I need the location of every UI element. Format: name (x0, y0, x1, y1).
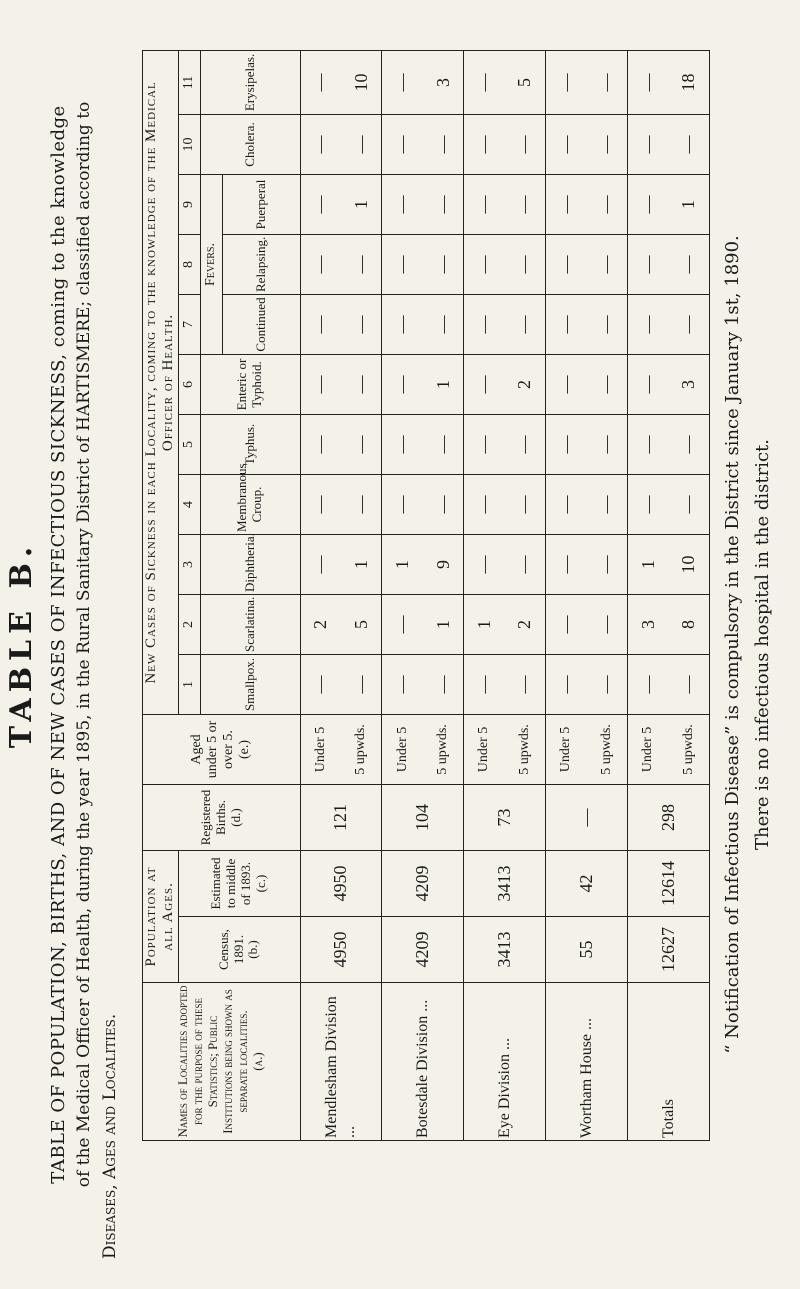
header-localities-tag: (a.) (250, 1052, 266, 1071)
case-count-over: 3 (668, 355, 709, 415)
case-count-under: — (546, 415, 587, 475)
table-row-under (546, 50, 587, 1140)
case-count-over: 10 (341, 50, 382, 114)
case-count-under: — (300, 175, 341, 235)
case-count-over: 10 (668, 535, 709, 595)
case-count-over: — (505, 535, 546, 595)
case-count-over: — (668, 115, 709, 175)
case-count-under: — (382, 50, 423, 114)
case-count-over: — (423, 475, 464, 535)
case-count-under: — (300, 235, 341, 295)
disease-name-9: Puerperal (222, 175, 300, 235)
case-count-over: — (505, 655, 546, 715)
case-count-under: — (382, 355, 423, 415)
disease-number-10: 10 (178, 115, 200, 175)
case-count-under: — (546, 50, 587, 114)
disease-number-1: 1 (178, 655, 200, 715)
header-births-tag: (d.) (227, 808, 243, 827)
case-count-under: — (464, 50, 505, 114)
case-count-under: — (628, 355, 669, 415)
case-count-under: — (382, 475, 423, 535)
case-count-under: 3 (628, 595, 669, 655)
births-value: 73 (464, 785, 546, 851)
census-value: 55 (546, 917, 628, 983)
case-count-under: — (628, 50, 669, 114)
case-count-under: — (464, 655, 505, 715)
case-count-under: — (382, 235, 423, 295)
case-count-over: 2 (505, 355, 546, 415)
case-count-over: — (505, 295, 546, 355)
case-count-over: 8 (668, 595, 709, 655)
age-under-label: Under 5 (300, 715, 341, 785)
table-head (143, 50, 301, 1140)
header-births (143, 785, 301, 851)
case-count-over: — (505, 175, 546, 235)
case-count-over: — (587, 535, 628, 595)
case-count-under: — (546, 595, 587, 655)
case-count-under: — (300, 475, 341, 535)
header-row-1 (143, 50, 179, 1140)
heading-line-3-text: Diseases, Ages and Localities. (100, 1013, 120, 1259)
births-value: — (546, 785, 628, 851)
header-population (143, 851, 179, 983)
case-count-under: — (628, 175, 669, 235)
case-count-under: — (546, 655, 587, 715)
locality-name: Wortham House ... (546, 983, 628, 1141)
case-count-under: — (628, 475, 669, 535)
census-value: 4950 (300, 917, 382, 983)
case-count-under: — (300, 415, 341, 475)
heading-line-2: of the Medical Officer of Health, during the year 1895, in the Rural Sanitary District of HARTISMERE; classified according to (74, 101, 94, 1188)
disease-number-8: 8 (178, 235, 200, 295)
age-under-label: Under 5 (382, 715, 423, 785)
header-fevers: Fevers. (200, 175, 222, 355)
header-row-2 (178, 50, 200, 1140)
locality-name: Eye Division ... (464, 983, 546, 1141)
case-count-under: — (300, 535, 341, 595)
case-count-under: — (546, 475, 587, 535)
case-count-under: — (382, 415, 423, 475)
table-title: TABLE B. (4, 540, 39, 749)
case-count-over: — (341, 655, 382, 715)
case-count-over: 18 (668, 50, 709, 114)
header-aged (143, 715, 301, 785)
case-count-under: — (546, 535, 587, 595)
header-census-label: Census, 1891. (215, 929, 246, 970)
footnote-notification: “ Notification of Infectious Disease” is compulsory in the District since January 1st, 1890. (722, 235, 743, 1054)
estimated-value: 4209 (382, 851, 464, 917)
case-count-over: — (587, 475, 628, 535)
case-count-over: — (341, 295, 382, 355)
case-count-under: — (464, 415, 505, 475)
census-value: 3413 (464, 917, 546, 983)
census-value: 4209 (382, 917, 464, 983)
disease-name-4: Membranous Croup. (200, 475, 300, 535)
disease-number-4: 4 (178, 475, 200, 535)
case-count-over: — (341, 355, 382, 415)
disease-name-7: Continued (222, 295, 300, 355)
case-count-over: 9 (423, 535, 464, 595)
case-count-over: 5 (505, 50, 546, 114)
case-count-over: — (341, 475, 382, 535)
heading-line-1: TABLE OF POPULATION, BIRTHS, AND OF NEW CASES OF INFECTIOUS SICKNESS, coming to the knowledge (48, 105, 69, 1184)
disease-number-5: 5 (178, 415, 200, 475)
case-count-over: — (587, 50, 628, 114)
births-value: 121 (300, 785, 382, 851)
disease-name-3: Diphtheria. (200, 535, 300, 595)
case-count-under: — (382, 115, 423, 175)
case-count-over: — (587, 595, 628, 655)
statistics-table (142, 50, 710, 1141)
case-count-over: 1 (423, 355, 464, 415)
disease-name-11: Erysipelas. (200, 50, 300, 114)
case-count-under: — (628, 415, 669, 475)
case-count-over: 3 (423, 50, 464, 114)
case-count-over: — (668, 475, 709, 535)
case-count-under: — (300, 50, 341, 114)
case-count-over: — (587, 115, 628, 175)
case-count-under: — (628, 115, 669, 175)
case-count-under: — (546, 235, 587, 295)
case-count-over: — (587, 355, 628, 415)
case-count-under: — (300, 655, 341, 715)
disease-number-11: 11 (178, 50, 200, 114)
case-count-under: — (546, 175, 587, 235)
age-under-label: Under 5 (546, 715, 587, 785)
estimated-value: 42 (546, 851, 628, 917)
header-census-tag: (b.) (245, 940, 261, 959)
table-row-under (628, 50, 669, 1140)
case-count-under: — (300, 295, 341, 355)
case-count-under: — (628, 235, 669, 295)
case-count-under: — (382, 655, 423, 715)
age-over-label: 5 upwds. (341, 715, 382, 785)
footnote-hospital: There is no infectious hospital in the district. (752, 438, 773, 851)
header-estimated (178, 851, 300, 917)
locality-name: Mendlesham Division ... (300, 983, 382, 1141)
disease-name-2: Scarlatina. (200, 595, 300, 655)
disease-name-5: Typhus. (200, 415, 300, 475)
case-count-over: 1 (341, 535, 382, 595)
header-estimated-tag: (c.) (252, 874, 268, 893)
header-population-label: Population at all Ages. (143, 866, 177, 967)
case-count-under: — (546, 115, 587, 175)
case-count-over: — (587, 655, 628, 715)
case-count-over: — (505, 415, 546, 475)
case-count-over: — (341, 115, 382, 175)
case-count-over: — (587, 175, 628, 235)
age-over-label: 5 upwds. (587, 715, 628, 785)
age-over-label: 5 upwds. (423, 715, 464, 785)
case-count-under: — (546, 355, 587, 415)
births-value: 104 (382, 785, 464, 851)
age-under-label: Under 5 (464, 715, 505, 785)
case-count-under: — (464, 475, 505, 535)
case-count-under: — (300, 115, 341, 175)
case-count-under: 1 (382, 535, 423, 595)
locality-name: Totals (628, 983, 710, 1141)
case-count-over: — (587, 415, 628, 475)
table-row-under (382, 50, 423, 1140)
case-count-under: — (382, 295, 423, 355)
case-count-over: — (423, 655, 464, 715)
disease-name-10: Cholera. (200, 115, 300, 175)
case-count-over: — (505, 235, 546, 295)
case-count-over: — (505, 475, 546, 535)
case-count-under: — (464, 175, 505, 235)
estimated-value: 12614 (628, 851, 710, 917)
estimated-value: 4950 (300, 851, 382, 917)
case-count-under: — (628, 655, 669, 715)
age-over-label: 5 upwds. (505, 715, 546, 785)
header-aged-label: Aged under 5 or over 5. (189, 720, 237, 779)
case-count-under: — (464, 535, 505, 595)
disease-number-3: 3 (178, 535, 200, 595)
disease-number-2: 2 (178, 595, 200, 655)
case-count-over: — (423, 295, 464, 355)
case-count-over: 1 (423, 595, 464, 655)
age-over-label: 5 upwds. (668, 715, 709, 785)
case-count-under: — (464, 115, 505, 175)
disease-name-6: Enteric or Typhoid. (200, 355, 300, 415)
table-row-under (464, 50, 505, 1140)
case-count-under: — (546, 295, 587, 355)
case-count-under: 2 (300, 595, 341, 655)
estimated-value: 3413 (464, 851, 546, 917)
case-count-under: 1 (628, 535, 669, 595)
header-new-cases (143, 50, 179, 714)
case-count-over: — (587, 295, 628, 355)
table-body (300, 50, 710, 1140)
case-count-over: 1 (668, 175, 709, 235)
disease-number-9: 9 (178, 175, 200, 235)
case-count-under: — (464, 355, 505, 415)
header-births-label: Registered Births. (197, 789, 228, 846)
case-count-under: — (300, 355, 341, 415)
disease-name-1: Smallpox. (200, 655, 300, 715)
case-count-under: 1 (464, 595, 505, 655)
case-count-over: — (668, 235, 709, 295)
case-count-over: — (668, 295, 709, 355)
disease-name-8: Relapsing. (222, 235, 300, 295)
header-aged-tag: (e.) (237, 739, 253, 760)
case-count-under: — (628, 295, 669, 355)
heading-line-3 (100, 59, 120, 1259)
disease-number-6: 6 (178, 355, 200, 415)
table-row-under (300, 50, 341, 1140)
header-new-cases-label: New Cases of Sickness in each Locality, coming to the knowledge of the Medical Officer of Health. (143, 81, 177, 684)
case-count-over: 1 (341, 175, 382, 235)
case-count-over: — (668, 655, 709, 715)
case-count-over: — (587, 235, 628, 295)
header-localities (143, 983, 301, 1141)
header-localities-label: Names of Localities adopted for the purpose of these Statistics; Public Institutions being shown as separate localities. (175, 985, 251, 1138)
header-census (178, 917, 300, 983)
case-count-over: 2 (505, 595, 546, 655)
case-count-over: — (341, 415, 382, 475)
disease-number-7: 7 (178, 295, 200, 355)
census-value: 12627 (628, 917, 710, 983)
case-count-over: — (423, 415, 464, 475)
case-count-over: 5 (341, 595, 382, 655)
case-count-over: — (341, 235, 382, 295)
case-count-over: — (668, 415, 709, 475)
case-count-under: — (382, 595, 423, 655)
header-estimated-label: Estimated to middle of 1893. (208, 857, 253, 910)
case-count-over: — (423, 175, 464, 235)
case-count-under: — (382, 175, 423, 235)
case-count-over: — (505, 115, 546, 175)
case-count-over: — (423, 115, 464, 175)
locality-name: Botesdale Division ... (382, 983, 464, 1141)
case-count-under: — (464, 295, 505, 355)
case-count-under: — (464, 235, 505, 295)
case-count-over: — (423, 235, 464, 295)
age-under-label: Under 5 (628, 715, 669, 785)
statistics-table-wrapper (142, 51, 710, 1141)
births-value: 298 (628, 785, 710, 851)
